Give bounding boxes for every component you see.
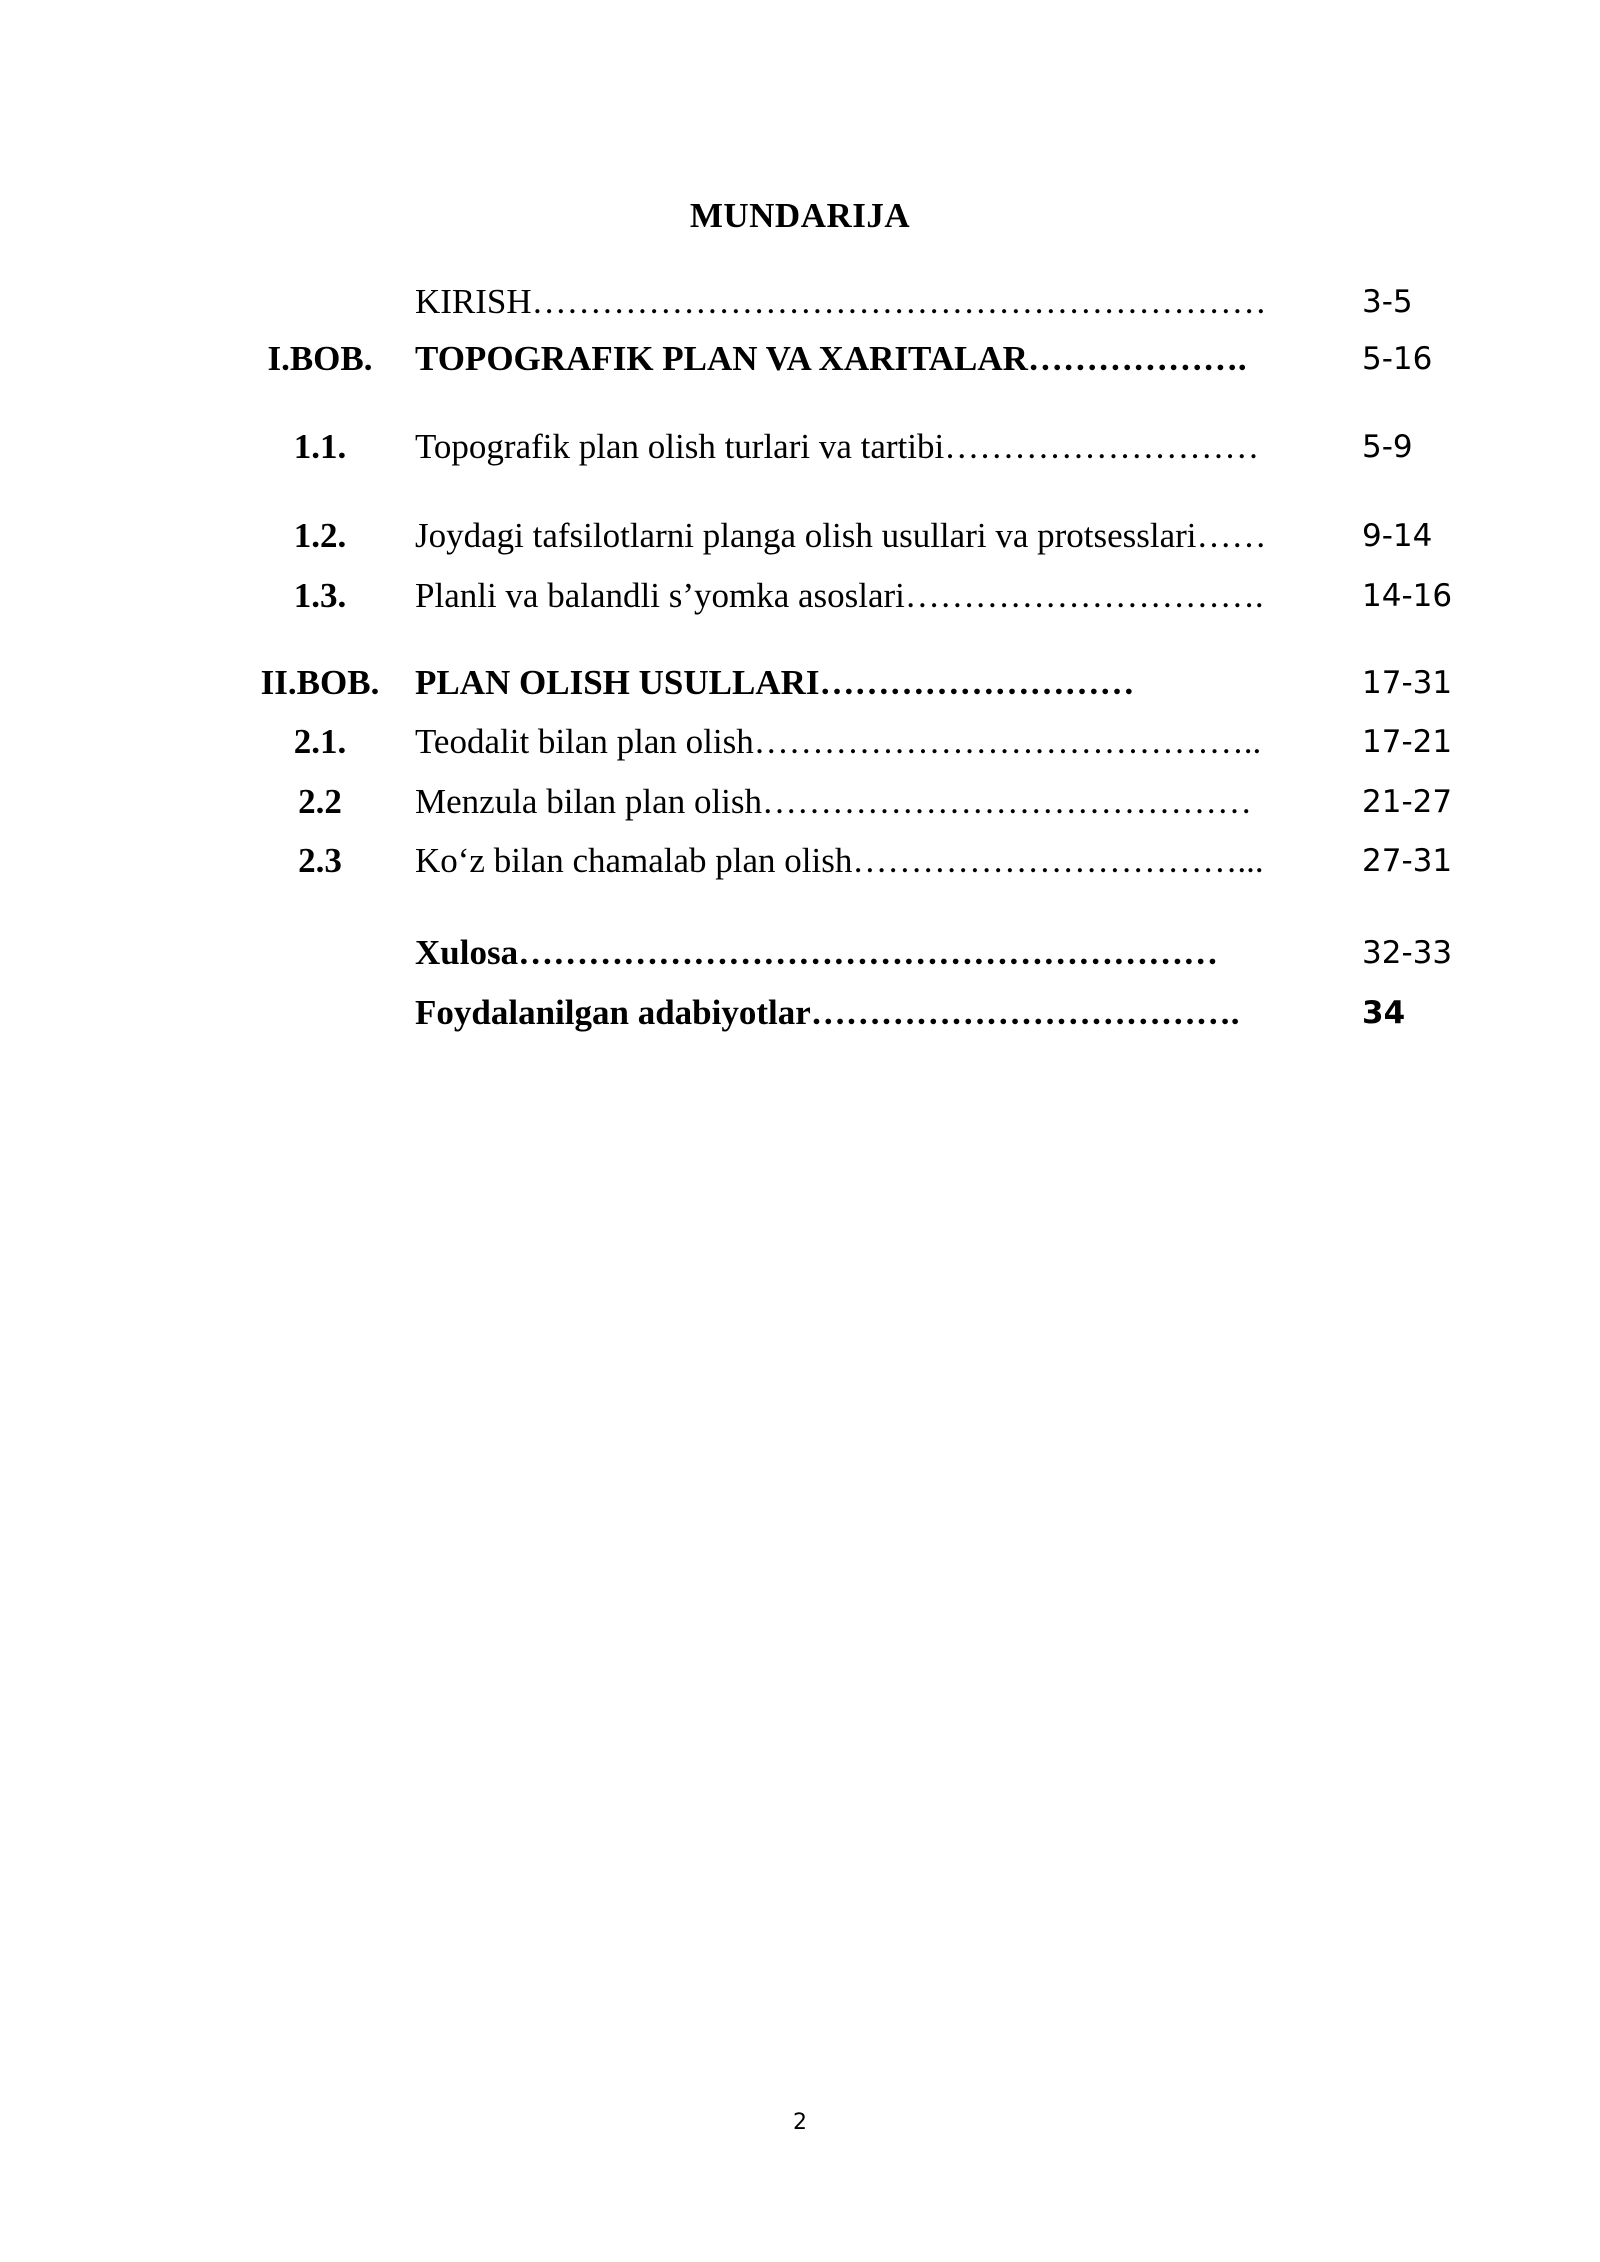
toc-number: 2.1. (293, 722, 347, 761)
toc-title: Foydalanilgan adabiyotlar………………………………. (415, 993, 1240, 1032)
toc-title: KIRISH……………………………………………………… (415, 282, 1267, 321)
toc-pages: 9-14 (1362, 518, 1433, 554)
toc-title: Topografik plan olish turlari va tartibi……………………… (415, 427, 1260, 466)
toc-pages: 27-31 (1362, 843, 1453, 879)
toc-pages: 32-33 (1362, 935, 1453, 971)
toc-number: I.BOB. (267, 339, 373, 378)
toc-title: Xulosa…………………………………………………… (415, 933, 1219, 972)
toc-title: Teodalit bilan plan olish…………………………………….. (415, 722, 1262, 761)
toc-pages: 3-5 (1362, 284, 1413, 320)
toc-row-section-1-2 (0, 511, 1600, 561)
page-title: MUNDARIJA (689, 196, 911, 235)
toc-title: Joydagi tafsilotlarni planga olish usullari va protsesslari…… (415, 516, 1267, 555)
toc-row-section-2-3 (0, 836, 1600, 886)
toc-pages: 5-16 (1362, 341, 1433, 377)
toc-row-section-2-2 (0, 777, 1600, 827)
toc-row-section-1-1 (0, 422, 1600, 472)
toc-number: 1.3. (293, 576, 347, 615)
toc-row-references (0, 988, 1600, 1038)
toc-row-chapter-2 (0, 658, 1600, 708)
toc-title: Menzula bilan plan olish…………………………………… (415, 782, 1253, 821)
toc-title: PLAN OLISH USULLARI……………………… (415, 663, 1135, 702)
toc-number: 1.2. (293, 516, 347, 555)
toc-row-section-1-3 (0, 571, 1600, 621)
toc-pages: 5-9 (1362, 429, 1413, 465)
toc-pages: 17-31 (1362, 665, 1453, 701)
toc-number: 2.3 (298, 841, 342, 880)
toc-title: TOPOGRAFIK PLAN VA XARITALAR………………. (415, 339, 1247, 378)
toc-number: 1.1. (293, 427, 347, 466)
toc-pages: 14-16 (1362, 578, 1453, 614)
toc-row-chapter-1 (0, 334, 1600, 384)
toc-title: Planli va balandli s’yomka asoslari…………………………. (415, 576, 1264, 615)
toc-pages: 17-21 (1362, 724, 1453, 760)
toc-number: II.BOB. (260, 663, 380, 702)
toc-pages: 21-27 (1362, 784, 1453, 820)
page-number: 2 (793, 2110, 807, 2135)
toc-row-kirish (0, 277, 1600, 327)
toc-pages: 34 (1362, 995, 1406, 1031)
toc-number: 2.2 (298, 782, 342, 821)
toc-title: Ko‘z bilan chamalab plan olish……………………………... (415, 841, 1264, 880)
toc-row-section-2-1 (0, 717, 1600, 767)
toc-row-conclusion (0, 928, 1600, 978)
